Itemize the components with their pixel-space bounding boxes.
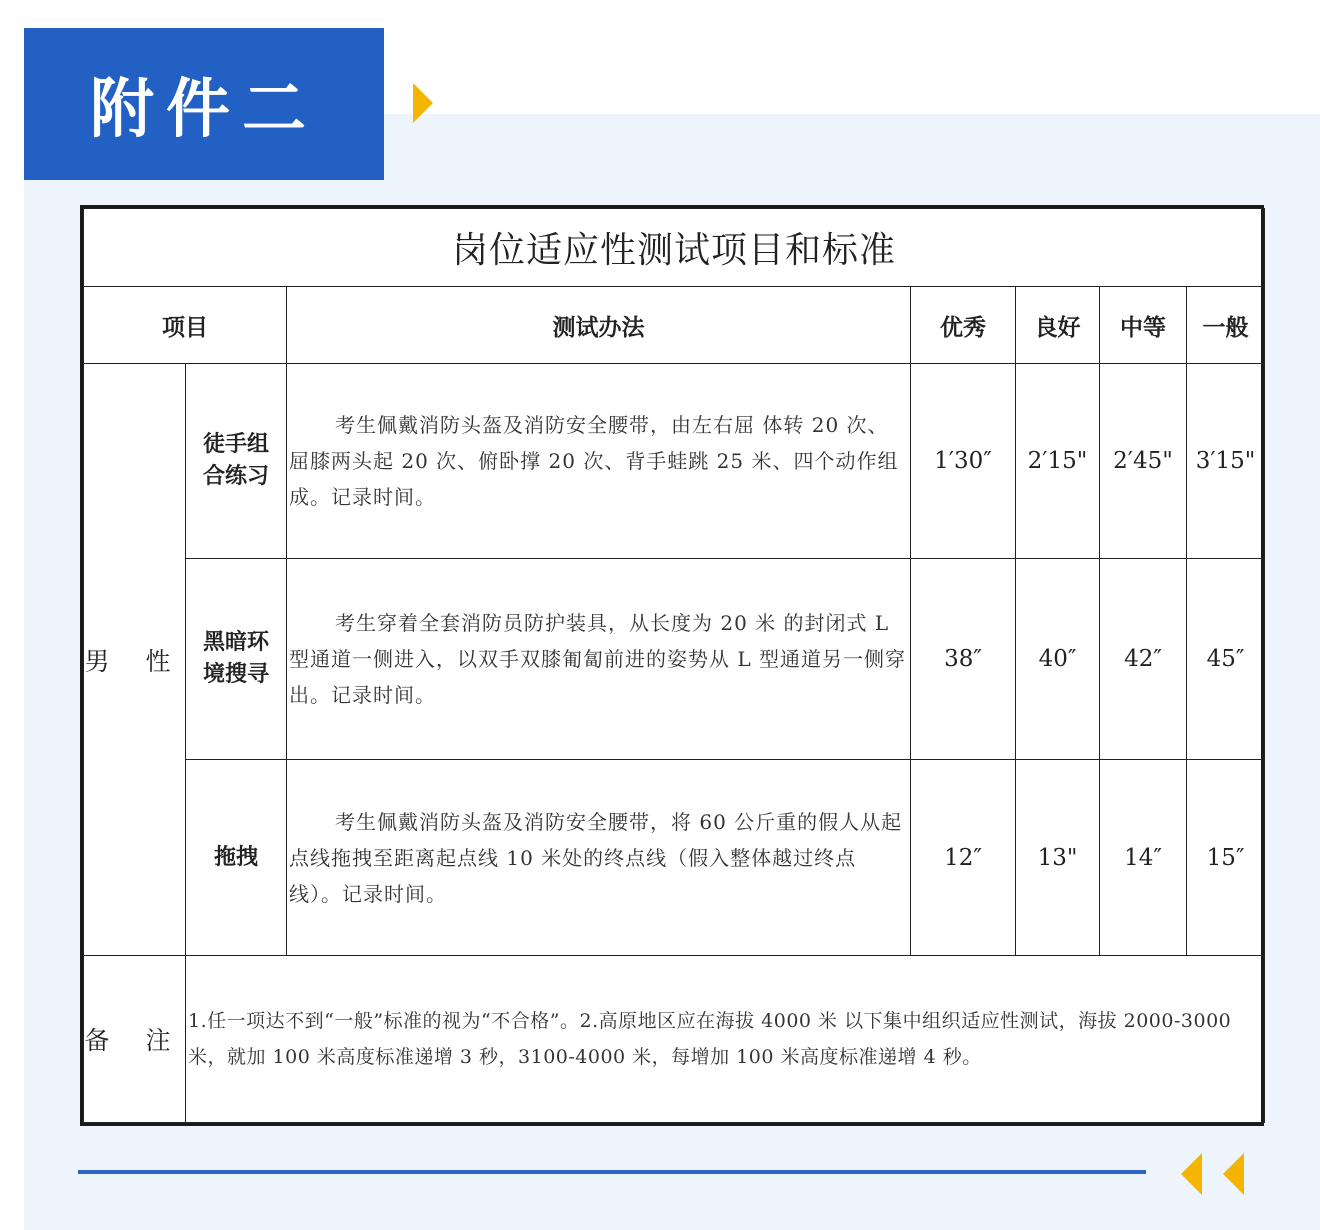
item-name (186, 559, 287, 760)
note-row (84, 956, 1265, 1123)
arrow-left-icon (1181, 1153, 1202, 1195)
grade-medium: 14″ (1100, 760, 1187, 956)
standards-table (83, 208, 1265, 1123)
test-method-text: 考生佩戴消防头盔及消防安全腰带，将 60 公斤重的假人从起点线拖拽至距离起点线 10 米处的终点线（假入整体越过终点线）。记录时间。 (289, 809, 903, 906)
note-label: 备 注 (84, 956, 186, 1123)
column-header-good: 良好 (1016, 287, 1100, 364)
item-name (186, 760, 287, 956)
standards-sheet (80, 205, 1264, 1126)
footer-divider (78, 1170, 1146, 1174)
item-name-line: 黑暗环 (202, 630, 269, 656)
column-header-excellent: 优秀 (911, 287, 1016, 364)
table-row (84, 559, 1265, 760)
arrow-left-icon (1223, 1153, 1244, 1195)
column-header-medium: 中等 (1100, 287, 1187, 364)
column-header-method: 测试办法 (287, 287, 911, 364)
note-text: 1.任一项达不到“一般”标准的视为“不合格”。2.高原地区应在海拔 4000 米 以下集中组织适应性测试，海拔 2000-3000 米，就加 100 米高度标准递增 3 秒，3100-4000 米，每增加 100 米高度标准递增 4 秒。 (186, 956, 1265, 1123)
test-method-text: 考生穿着全套消防员防护装具，从长度为 20 米 的封闭式 L 型通道一侧进入，以双手双膝匍匐前进的姿势从 L 型通道另一侧穿出。记录时间。 (289, 611, 906, 707)
column-header-fair: 一般 (1187, 287, 1265, 364)
table-row (84, 364, 1265, 559)
grade-fair: 15″ (1187, 760, 1265, 956)
grade-fair: 3′15" (1187, 364, 1265, 559)
grade-good: 40″ (1016, 559, 1100, 760)
test-method (287, 760, 911, 956)
grade-excellent: 38″ (911, 559, 1016, 760)
grade-medium: 2′45" (1100, 364, 1187, 559)
test-method (287, 559, 911, 760)
table-title: 岗位适应性测试项目和标准 (84, 209, 1265, 287)
grade-excellent: 12″ (911, 760, 1016, 956)
arrow-right-icon (413, 83, 433, 123)
table-row (84, 760, 1265, 956)
attachment-tag (24, 28, 384, 180)
test-method (287, 364, 911, 559)
test-method-text: 考生佩戴消防头盔及消防安全腰带，由左右屈 体转 20 次、屈膝两头起 20 次、俯卧撑 20 次、背手蛙跳 25 米、四个动作组成。记录时间。 (289, 413, 899, 509)
grade-medium: 42″ (1100, 559, 1187, 760)
grade-fair: 45″ (1187, 559, 1265, 760)
item-name-line: 拖拽 (213, 844, 258, 870)
grade-excellent: 1′30″ (911, 364, 1016, 559)
grade-good: 13" (1016, 760, 1100, 956)
column-header-item: 项目 (84, 287, 287, 364)
item-name-line: 徒手组 (202, 432, 269, 458)
attachment-tag-label: 附件二 (90, 73, 318, 147)
item-name (186, 364, 287, 559)
item-name-line: 境搜寻 (202, 662, 269, 687)
group-label: 男 性 (84, 364, 186, 956)
grade-good: 2′15" (1016, 364, 1100, 559)
item-name-line: 合练习 (202, 464, 269, 489)
